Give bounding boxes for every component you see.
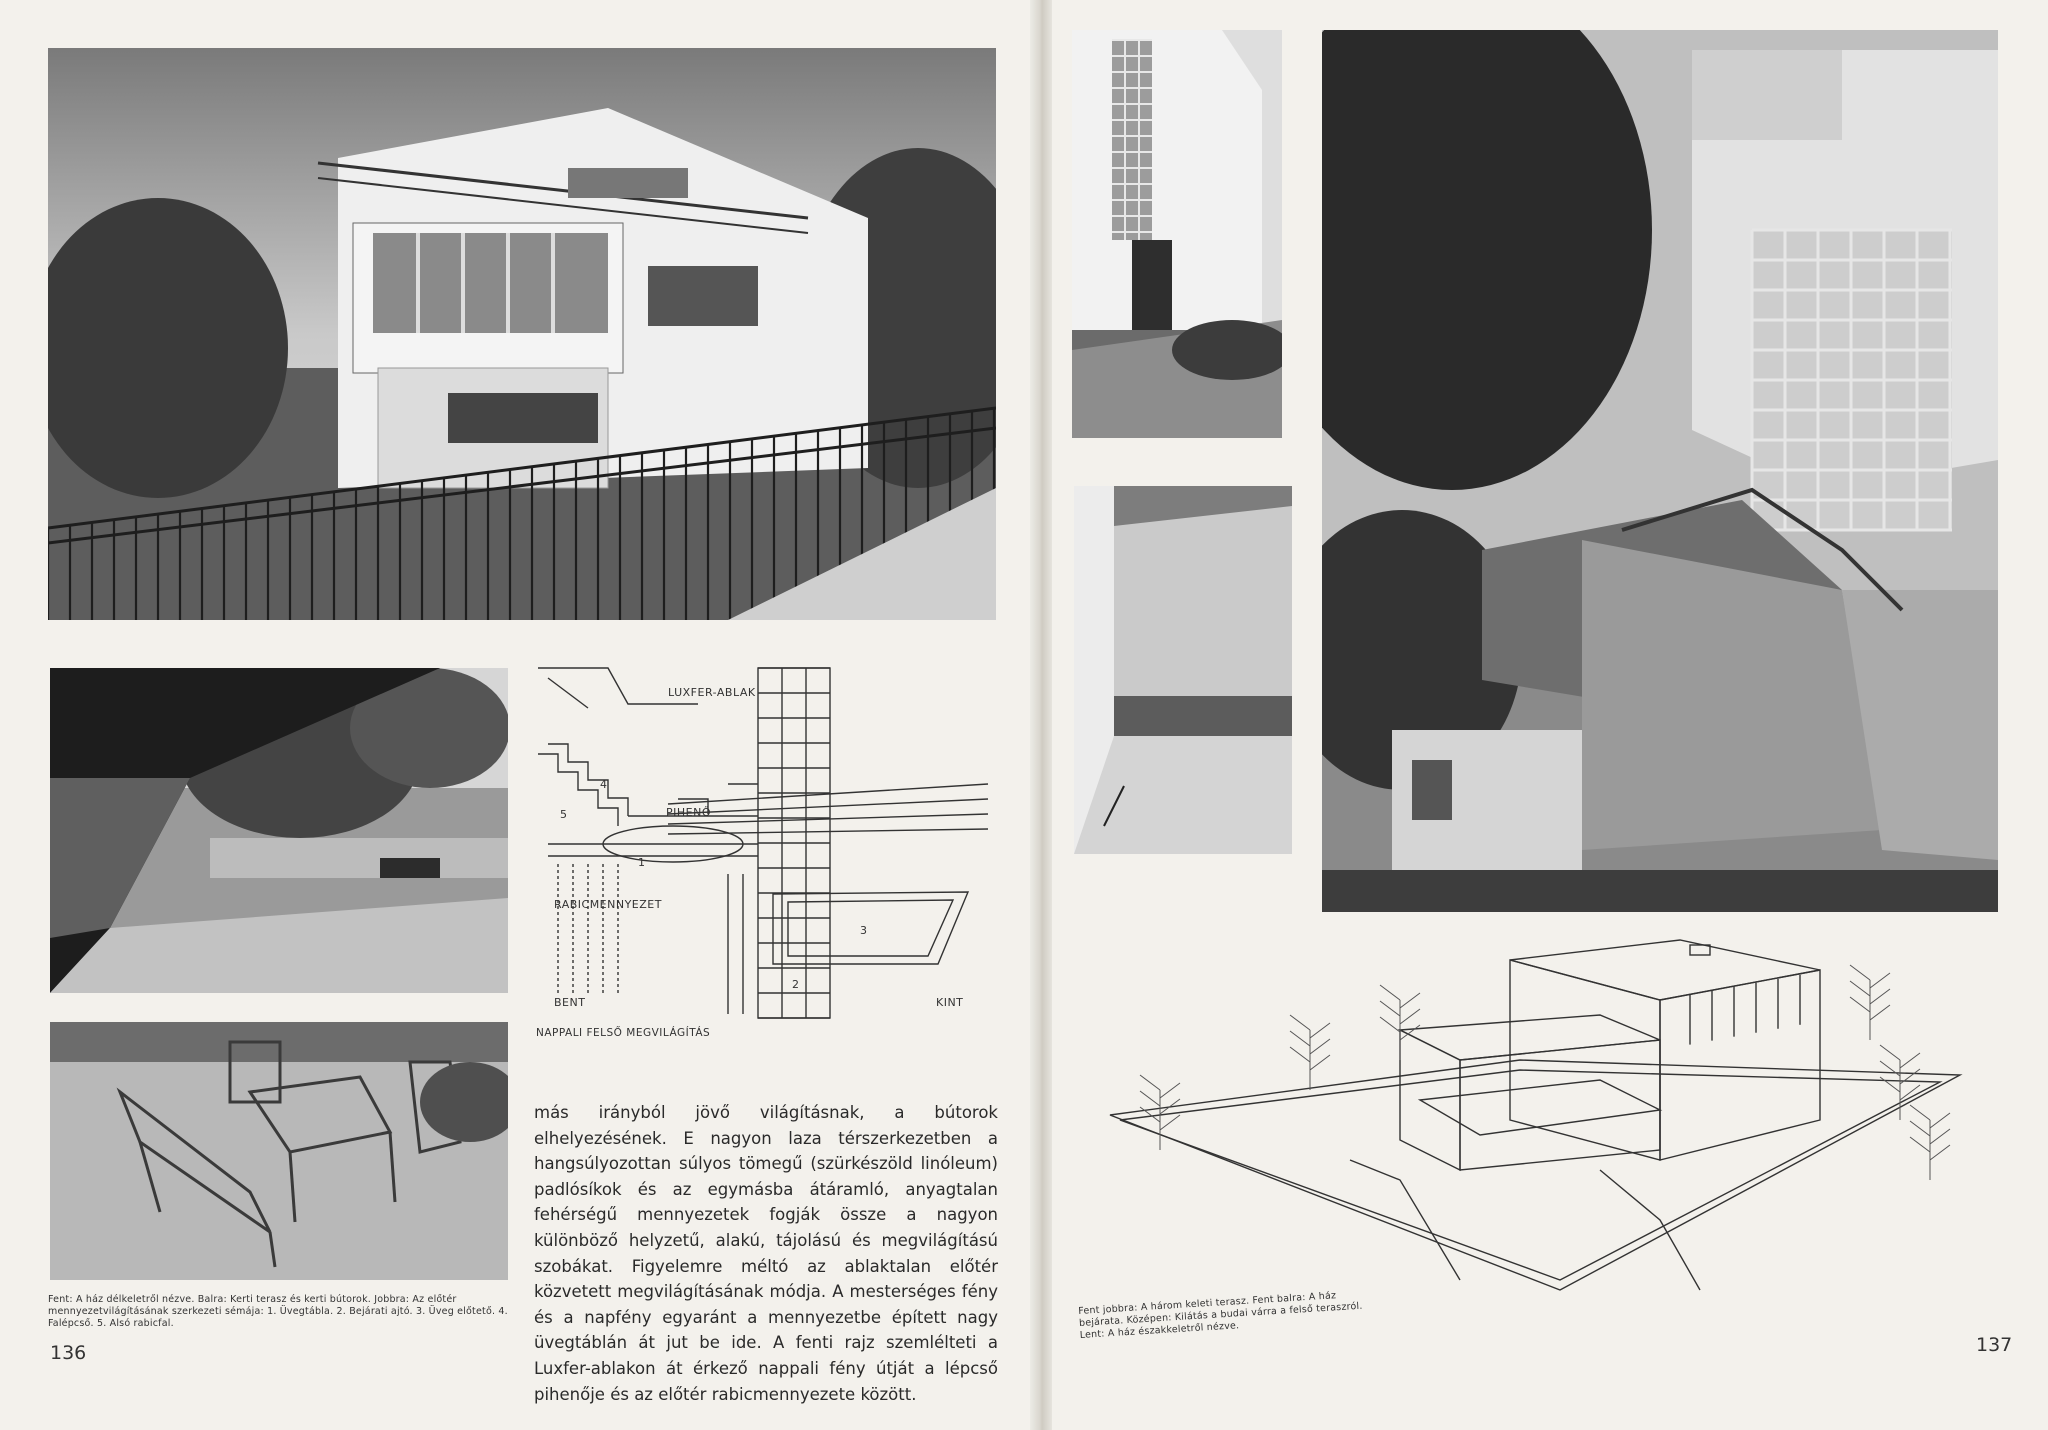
book-gutter bbox=[1030, 0, 1052, 1430]
diagram-label-inside: BENT bbox=[554, 996, 586, 1009]
diagram-number-1: 1 bbox=[638, 856, 646, 869]
castle-view-photo bbox=[1074, 486, 1292, 854]
diagram-label-outside: KINT bbox=[936, 996, 964, 1009]
right-caption: Fent jobbra: A három keleti terasz. Fent balra: A ház bejárata. Középen: Kilátás a budai várra a felső teraszról. Lent: A ház északkeletről nézve. bbox=[1078, 1290, 1363, 1341]
east-terraces-photo bbox=[1322, 30, 1998, 912]
diagram-number-5: 5 bbox=[560, 808, 568, 821]
diagram-title: NAPPALI FELSŐ MEGVILÁGÍTÁS bbox=[536, 1027, 711, 1039]
diagram-label-luxfer: LUXFER-ABLAK bbox=[668, 686, 756, 699]
house-entrance-photo bbox=[1072, 30, 1282, 438]
diagram-label-landing: PIHENŐ bbox=[666, 806, 711, 819]
diagram-number-2: 2 bbox=[792, 978, 800, 991]
body-text bbox=[534, 1100, 998, 1407]
house-southeast-photo bbox=[48, 48, 996, 620]
garden-terrace-photo bbox=[50, 668, 508, 993]
house-northeast-drawing bbox=[1100, 920, 1980, 1310]
left-page-number: 136 bbox=[50, 1342, 87, 1364]
left-caption: Fent: A ház délkeletről nézve. Balra: Kerti terasz és kerti bútorok. Jobbra: Az előtér mennyezetvilágításának szerkezeti sémája: 1. Üvegtábla. 2. Bejárati ajtó. 3. Üveg előtető. 4. Falépcső. 5. Alsó rabicfal. bbox=[48, 1294, 508, 1329]
diagram-number-4: 4 bbox=[600, 778, 608, 791]
diagram-number-3: 3 bbox=[860, 924, 868, 937]
lighting-diagram bbox=[528, 664, 998, 1042]
garden-furniture-photo bbox=[50, 1022, 508, 1280]
body-paragraph: más irányból jövő világításnak, a bútorok elhelyezésének. E nagyon laza térszerkezetben a hangsúlyozottan súlyos tömegű (szürkészöld linóleum) padlósíkok és az egymásba átáramló, anyagtalan fehérségű mennyezetek fogják össze a nagyon különböző helyzetű, alakú, tájolású és megvilágítású szobákat. Figyelemre méltó az ablaktalan előtér közvetett megvilágításának módja. A mesterséges fény és a napfény egyaránt a mennyezetbe épített nagy üvegtáblán át jut be ide. A fenti rajz szemlélteti a Luxfer-ablakon át érkező nappali fény útját a lépcső pihenője és az előtér rabicmennyezete között. bbox=[534, 1103, 998, 1404]
diagram-label-rabic: RABICMENNYEZET bbox=[554, 898, 662, 911]
right-page-number: 137 bbox=[1976, 1334, 2013, 1356]
